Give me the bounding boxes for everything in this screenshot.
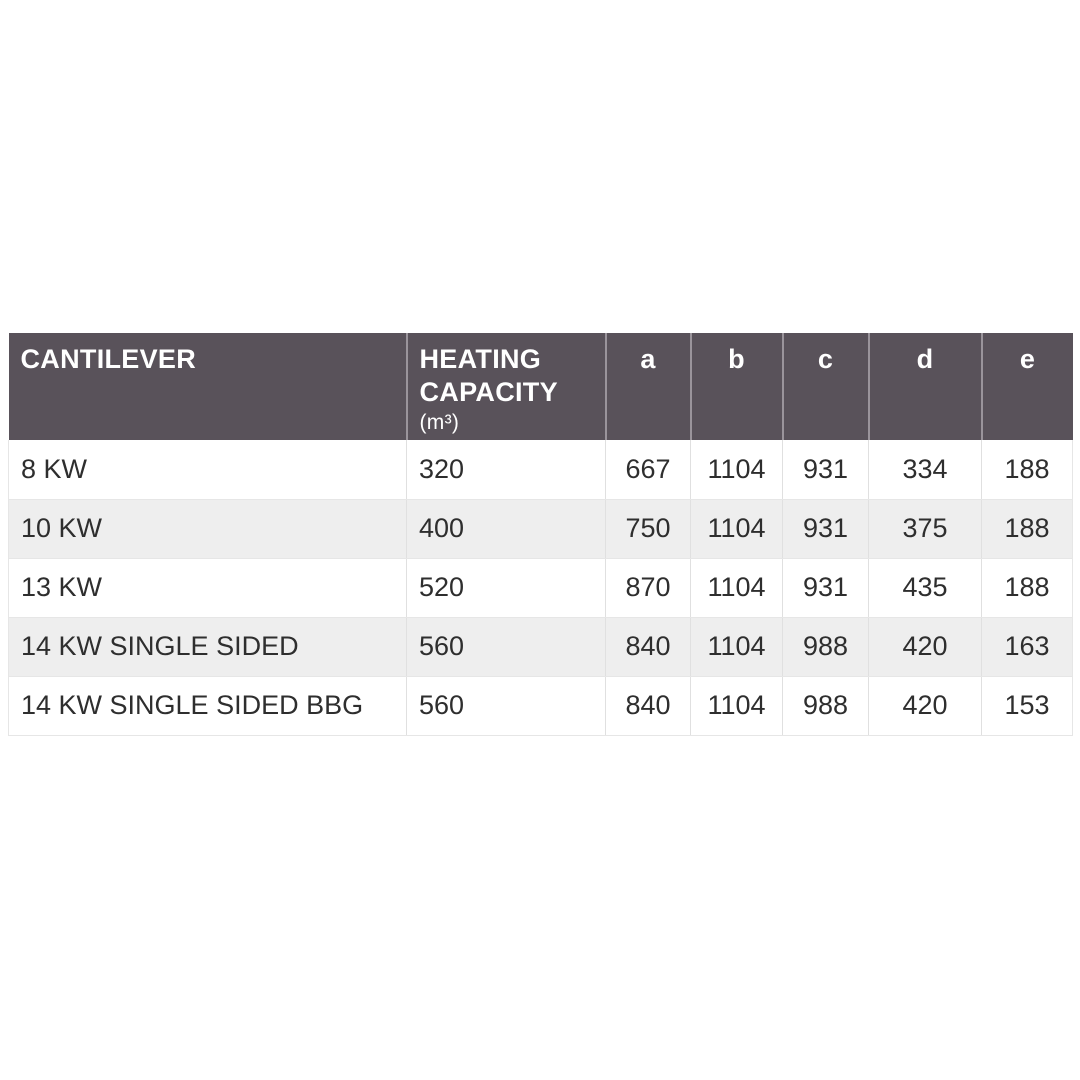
cell-capacity: 560: [407, 617, 606, 676]
cell-e: 188: [982, 558, 1073, 617]
cell-d: 420: [869, 676, 982, 735]
cell-a: 750: [606, 499, 691, 558]
table-row: [9, 676, 1073, 735]
cell-model: 8 KW: [9, 440, 407, 499]
cell-d: 435: [869, 558, 982, 617]
cell-b: 1104: [691, 558, 783, 617]
cell-c: 931: [783, 440, 869, 499]
cell-d: 420: [869, 617, 982, 676]
cell-b: 1104: [691, 676, 783, 735]
header-d: d: [869, 333, 982, 440]
cell-a: 870: [606, 558, 691, 617]
header-c: c: [783, 333, 869, 440]
cell-capacity: 560: [407, 676, 606, 735]
cell-d: 334: [869, 440, 982, 499]
header-capacity-unit: (m³): [419, 411, 460, 434]
table-body: [9, 440, 1073, 735]
cell-e: 163: [982, 617, 1073, 676]
cell-a: 840: [606, 617, 691, 676]
cell-model: 14 KW SINGLE SIDED BBG: [9, 676, 407, 735]
header-heating-capacity: [407, 333, 606, 440]
cell-c: 931: [783, 499, 869, 558]
cell-capacity: 320: [407, 440, 606, 499]
table-row: [9, 440, 1073, 499]
cell-b: 1104: [691, 440, 783, 499]
cell-c: 931: [783, 558, 869, 617]
cell-a: 667: [606, 440, 691, 499]
header-a: a: [606, 333, 691, 440]
cell-e: 188: [982, 499, 1073, 558]
table-row: [9, 617, 1073, 676]
cell-c: 988: [783, 676, 869, 735]
cell-model: 14 KW SINGLE SIDED: [9, 617, 407, 676]
cell-a: 840: [606, 676, 691, 735]
header-cantilever: CANTILEVER: [9, 333, 407, 440]
header-b: b: [691, 333, 783, 440]
table-header: [9, 333, 1073, 440]
header-row: [9, 333, 1073, 440]
cell-e: 153: [982, 676, 1073, 735]
cell-e: 188: [982, 440, 1073, 499]
cell-model: 13 KW: [9, 558, 407, 617]
header-capacity-line2: CAPACITY: [419, 377, 558, 407]
header-e: e: [982, 333, 1073, 440]
cell-b: 1104: [691, 499, 783, 558]
table-row: [9, 499, 1073, 558]
cell-capacity: 400: [407, 499, 606, 558]
header-capacity-line1: HEATING: [419, 344, 542, 374]
table-row: [9, 558, 1073, 617]
cell-d: 375: [869, 499, 982, 558]
cell-capacity: 520: [407, 558, 606, 617]
cell-model: 10 KW: [9, 499, 407, 558]
cell-c: 988: [783, 617, 869, 676]
spec-table: [8, 333, 1073, 736]
cell-b: 1104: [691, 617, 783, 676]
